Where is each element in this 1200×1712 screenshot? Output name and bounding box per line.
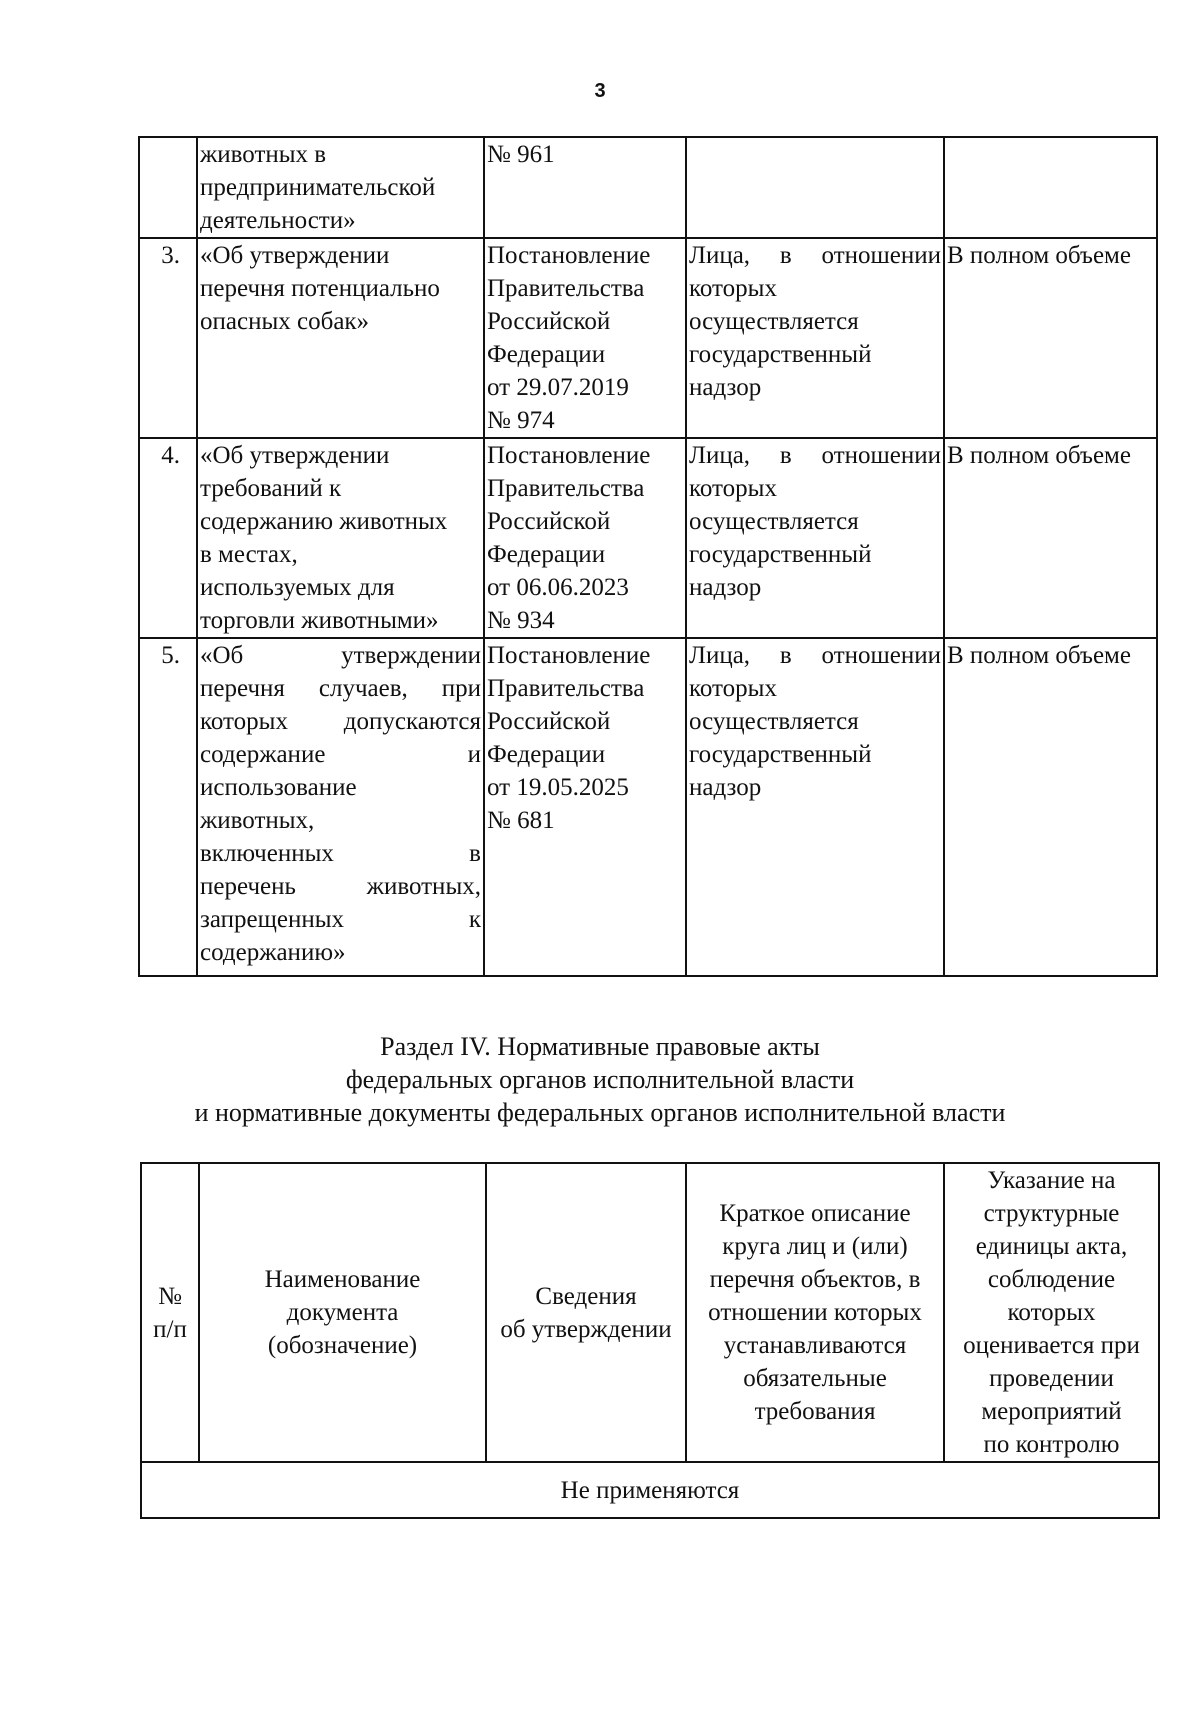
persons-cell: [686, 137, 944, 238]
cell-line: перечень животных,: [200, 873, 481, 900]
table-row: [139, 238, 1157, 438]
header-line: структурные: [983, 1200, 1120, 1227]
cell-line: Федерации: [487, 541, 606, 568]
cell-line: опасных собак»: [200, 308, 370, 335]
cell-line: Правительства: [487, 675, 645, 702]
header-persons-description: [686, 1163, 944, 1462]
row-number: [139, 137, 197, 238]
cell-line: требований к: [200, 475, 342, 502]
row-number: 4.: [139, 438, 197, 638]
federal-acts-table: [140, 1162, 1160, 1519]
cell-line: надзор: [689, 774, 762, 801]
cell-line: Лица, в отношении: [689, 642, 941, 669]
cell-line: № 961: [487, 141, 555, 168]
cell-line: Правительства: [487, 475, 645, 502]
document-name-cell: [197, 438, 484, 638]
scope-cell: В полном объеме: [944, 238, 1157, 438]
header-line: единицы акта,: [975, 1233, 1128, 1260]
table-row: [139, 638, 1157, 976]
header-line: по контролю: [983, 1431, 1120, 1458]
cell-line: государственный: [689, 341, 872, 368]
header-line: (обозначение): [267, 1332, 418, 1359]
header-approval-info: [486, 1163, 686, 1462]
header-line: об утверждении: [500, 1315, 672, 1343]
legal-acts-table: [138, 136, 1158, 977]
cell-line: содержанию животных: [200, 508, 448, 535]
cell-line: Постановление: [487, 242, 651, 269]
cell-line: которых: [689, 275, 777, 302]
persons-cell: [686, 438, 944, 638]
header-line: Наименование: [264, 1266, 421, 1293]
cell-line: в местах,: [200, 541, 298, 568]
cell-line: перечня потенциально: [200, 275, 440, 302]
cell-line: использование: [200, 774, 357, 801]
cell-line: Федерации: [487, 741, 606, 768]
cell-line: «Об утверждении: [200, 642, 481, 669]
persons-cell: [686, 238, 944, 438]
cell-line: № 681: [487, 807, 555, 834]
cell-line: которых: [689, 475, 777, 502]
scope-cell: В полном объеме: [944, 438, 1157, 638]
header-line: перечня объектов, в: [709, 1266, 921, 1293]
header-num: [141, 1163, 199, 1462]
cell-line: «Об утверждении: [200, 442, 390, 469]
header-line: Сведения: [535, 1282, 637, 1310]
cell-line: Лица, в отношении: [689, 442, 941, 469]
cell-line: надзор: [689, 574, 762, 601]
header-line: круга лиц и (или): [722, 1233, 908, 1260]
cell-line: Российской: [487, 708, 611, 735]
cell-line: надзор: [689, 374, 762, 401]
cell-line: деятельности»: [200, 207, 356, 234]
header-line: оценивается при: [963, 1332, 1140, 1359]
header-line: соблюдение: [987, 1266, 1116, 1293]
approval-info-cell: [484, 238, 686, 438]
document-name-cell: [197, 137, 484, 238]
approval-info-cell: [484, 638, 686, 976]
table-row: [139, 137, 1157, 238]
persons-cell: [686, 638, 944, 976]
cell-line: от 19.05.2025: [487, 774, 629, 801]
cell-line: от 06.06.2023: [487, 574, 629, 601]
cell-line: животных,: [200, 807, 315, 834]
table-header-row: [141, 1163, 1159, 1462]
header-line: Краткое описание: [719, 1200, 911, 1227]
cell-line: Российской: [487, 508, 611, 535]
document-name-cell: [197, 638, 484, 976]
cell-line: содержание и: [200, 741, 481, 768]
cell-line: включенных в: [200, 840, 481, 867]
cell-line: государственный: [689, 741, 872, 768]
table-row: [139, 438, 1157, 638]
document-name-cell: [197, 238, 484, 438]
row-number: 5.: [139, 638, 197, 976]
scope-cell: В полном объеме: [944, 638, 1157, 976]
cell-line: используемых для: [200, 574, 395, 601]
scope-cell: [944, 137, 1157, 238]
header-line: которых: [1007, 1299, 1096, 1326]
page-number: 3: [594, 80, 606, 102]
not-applied-cell: Не применяются: [141, 1462, 1159, 1518]
cell-line: «Об утверждении: [200, 242, 390, 269]
header-line: устанавливаются: [723, 1332, 907, 1359]
cell-line: Постановление: [487, 442, 651, 469]
legal-acts-table-body: [139, 137, 1157, 976]
header-line: мероприятий: [981, 1398, 1122, 1425]
cell-line: Российской: [487, 308, 611, 335]
header-line: проведении: [989, 1365, 1114, 1392]
header-line: документа: [286, 1299, 399, 1326]
cell-line: Лица, в отношении: [689, 242, 941, 269]
row-number: 3.: [139, 238, 197, 438]
cell-line: животных в: [200, 141, 327, 168]
cell-line: предпринимательской: [200, 174, 436, 201]
cell-line: запрещенных к: [200, 906, 481, 933]
cell-line: от 29.07.2019: [487, 374, 629, 401]
header-line: обязательные: [743, 1365, 887, 1392]
header-line: №: [158, 1282, 182, 1310]
cell-line: Постановление: [487, 642, 651, 669]
approval-info-cell: [484, 137, 686, 238]
header-line: требования: [754, 1398, 876, 1425]
cell-line: осуществляется: [689, 508, 859, 535]
section-4-heading: [0, 1030, 1200, 1129]
heading-line: Раздел IV. Нормативные правовые акты: [380, 1032, 820, 1061]
cell-line: перечня случаев, при: [200, 675, 481, 702]
cell-line: осуществляется: [689, 308, 859, 335]
cell-line: Правительства: [487, 275, 645, 302]
header-line: отношении которых: [708, 1299, 922, 1326]
cell-line: Федерации: [487, 341, 606, 368]
header-structural-units: [944, 1163, 1159, 1462]
cell-line: которых: [689, 675, 777, 702]
heading-line: и нормативные документы федеральных органов исполнительной власти: [194, 1098, 1006, 1127]
header-line: п/п: [153, 1315, 187, 1343]
table-row: [141, 1462, 1159, 1518]
header-document-name: [199, 1163, 486, 1462]
cell-line: осуществляется: [689, 708, 859, 735]
cell-line: государственный: [689, 541, 872, 568]
approval-info-cell: [484, 438, 686, 638]
cell-line: № 974: [487, 407, 555, 434]
cell-line: содержанию»: [200, 939, 346, 966]
header-line: Указание на: [987, 1167, 1116, 1194]
cell-line: торговли животными»: [200, 607, 439, 634]
heading-line: федеральных органов исполнительной власти: [345, 1065, 855, 1094]
cell-line: которых допускаются: [200, 708, 481, 735]
cell-line: № 934: [487, 607, 555, 634]
